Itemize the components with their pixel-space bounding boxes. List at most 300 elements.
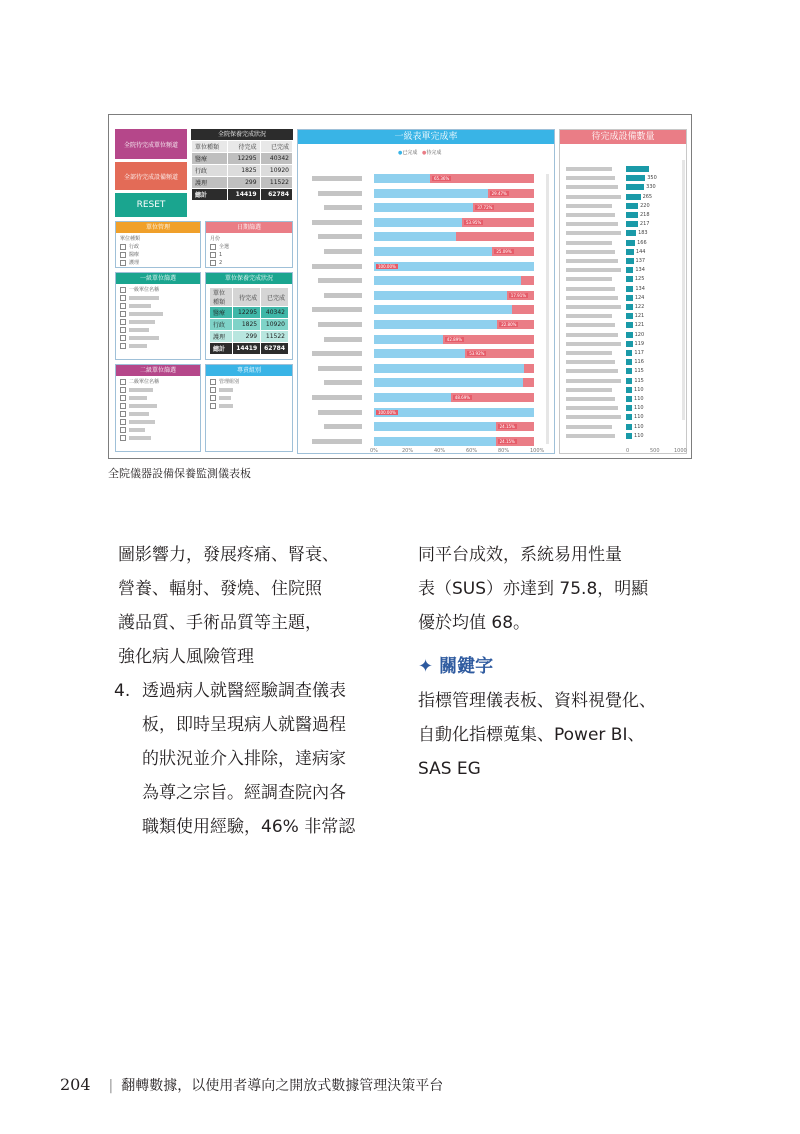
table-cell: 12295 [233, 307, 261, 319]
table-cell: 11522 [260, 177, 292, 189]
bar-done [374, 422, 496, 431]
axis-tick: 60% [466, 448, 478, 454]
table-header-row [210, 288, 289, 307]
pending-label [566, 213, 615, 217]
panel-title: 二級單位篩選 [116, 365, 200, 376]
checkbox-item[interactable]: 1 [210, 251, 288, 259]
bar-value-tag: 48.69% [454, 395, 471, 400]
bar-label [324, 293, 362, 298]
pending-value: 183 [638, 230, 648, 237]
checkbox[interactable] [120, 318, 196, 326]
left-column [114, 538, 390, 844]
table-header-row [192, 141, 293, 153]
pending-bar[interactable] [626, 184, 644, 190]
pending-value: 137 [635, 258, 646, 264]
summary-table [191, 140, 293, 201]
checkbox[interactable] [210, 386, 288, 394]
scrollbar[interactable] [546, 174, 549, 444]
pending-label [566, 204, 612, 208]
checkbox-item[interactable]: 護理 [120, 259, 196, 267]
text-line: 為尊之宗旨。經調查院內各 [142, 783, 346, 803]
pending-bar[interactable] [626, 313, 633, 319]
pending-bar[interactable] [626, 212, 638, 218]
bar-done [374, 320, 497, 329]
level2-subtitle: 二級單位名稱 [120, 378, 196, 386]
checkbox[interactable] [120, 394, 196, 402]
bar-row[interactable] [374, 378, 534, 387]
pending-value: 110 [634, 405, 644, 412]
page-footer [60, 1075, 443, 1095]
table-cell: 行政 [210, 319, 233, 331]
bar-label [324, 337, 362, 342]
bar-row[interactable] [374, 305, 534, 314]
bar-done [374, 408, 534, 417]
pending-value: 220 [640, 202, 650, 209]
table-cell: 10920 [260, 165, 292, 177]
checkbox-item[interactable]: 醫療 [120, 251, 196, 259]
pending-bar[interactable] [626, 368, 632, 374]
bar-done [374, 276, 521, 285]
checkbox[interactable] [210, 394, 288, 402]
panel-body [206, 376, 292, 412]
panel-body [206, 233, 292, 269]
unfinished-devices-button[interactable]: 全部待完成設備頻道 [115, 162, 187, 190]
checkbox[interactable] [210, 402, 288, 410]
bar-label [312, 439, 362, 444]
pending-value: 122 [634, 304, 645, 310]
bar-done [374, 203, 473, 212]
pending-bar[interactable] [626, 341, 633, 347]
bar-label [324, 205, 362, 210]
figure-caption: 全院儀器設備保養監測儀表板 [108, 467, 251, 480]
pending-value: 218 [639, 212, 650, 218]
pending-value: 116 [634, 359, 644, 366]
bar-value-tag: 25.09% [496, 249, 512, 254]
bar-done [374, 174, 430, 183]
panel-body [116, 233, 200, 269]
table-header-cell: 待完成 [233, 288, 261, 307]
text-line: 職類使用經驗，46% 非常認 [142, 817, 356, 837]
pending-value: 110 [634, 386, 644, 393]
reset-button[interactable]: RESET [115, 193, 187, 217]
chart-title: 待完成設備數量 [560, 130, 686, 144]
pending-label [566, 406, 618, 410]
checkbox[interactable] [120, 410, 196, 418]
bar-label [312, 351, 362, 356]
table-header-cell: 單位種類 [210, 288, 233, 307]
panel-title: 單位管理 [116, 222, 200, 233]
unit-mgmt-panel [115, 221, 201, 268]
completion-rate-chart [297, 129, 555, 454]
axis-tick: 80% [498, 448, 510, 454]
table-cell: 62784 [261, 343, 289, 355]
pending-value: 119 [634, 340, 645, 347]
bar-done [374, 262, 534, 271]
checkbox[interactable] [120, 302, 196, 310]
text-line: 圖影響力，發展疼痛、腎衰、 [118, 545, 339, 565]
bar-label [318, 322, 362, 327]
checkbox[interactable] [120, 310, 196, 318]
bar-label [324, 249, 362, 254]
pending-value: 134 [635, 267, 645, 274]
bar-label [318, 234, 362, 239]
pending-bar[interactable] [626, 240, 635, 246]
bar-todo [523, 378, 534, 387]
pending-value: 115 [634, 377, 644, 384]
bar-value-tag: 17.91% [510, 292, 527, 298]
pending-label [566, 268, 621, 272]
checkbox-item[interactable]: 行政 [120, 243, 196, 251]
maint-subtitle: 管理組別 [210, 378, 288, 386]
pending-label [566, 222, 618, 226]
axis-tick: 0 [626, 448, 630, 454]
unfinished-units-button[interactable]: 全院待完成單位頻道 [115, 129, 187, 159]
bar-todo [524, 364, 534, 373]
table-header-cell: 已完成 [261, 288, 289, 307]
bar-row[interactable] [374, 276, 534, 285]
pending-label [566, 397, 615, 401]
bar-done [374, 393, 451, 402]
table-cell: 14419 [228, 189, 260, 201]
legend-done: 已完成 [402, 150, 418, 156]
bar-label [324, 380, 362, 385]
text-line: 表（SUS）亦達到 75.8，明顯 [418, 579, 649, 599]
right-paragraph [418, 538, 708, 640]
bar-done [374, 247, 492, 256]
checkbox[interactable] [120, 418, 196, 426]
table-cell: 299 [233, 331, 261, 343]
pending-bar[interactable] [626, 267, 633, 273]
pending-bar[interactable] [626, 332, 633, 338]
table-header-cell: 已完成 [260, 141, 292, 153]
table-cell: 299 [228, 177, 260, 189]
axis-tick: 20% [402, 448, 414, 454]
bar-label [312, 264, 362, 269]
pending-bar[interactable] [626, 249, 634, 255]
text-line: 營養、輻射、發燒、住院照 [118, 579, 322, 599]
bar-row[interactable] [374, 174, 534, 183]
pending-devices-chart [559, 129, 687, 454]
pending-label [566, 259, 618, 263]
pending-bar[interactable] [626, 258, 634, 264]
pending-value: 166 [637, 239, 647, 246]
checkbox[interactable] [120, 342, 196, 350]
pending-label [566, 185, 618, 189]
bar-row[interactable] [374, 320, 534, 329]
list-number: 4. [114, 681, 131, 701]
pending-label [566, 287, 615, 291]
bar-done [374, 364, 524, 373]
panel-title: 單位保養完成狀況 [206, 273, 292, 284]
pending-bar[interactable] [626, 350, 632, 356]
table-header-cell: 待完成 [228, 141, 260, 153]
pending-value: 350 [647, 175, 657, 182]
pending-label [566, 231, 621, 235]
bar-row[interactable] [374, 408, 534, 417]
pending-label [566, 379, 621, 383]
bar-row[interactable] [374, 335, 534, 344]
pending-bar[interactable] [626, 203, 638, 209]
unit-summary-table [209, 287, 289, 355]
table-row [210, 307, 289, 319]
pending-value: 217 [639, 221, 650, 228]
table-row [192, 165, 293, 177]
checkbox[interactable] [120, 402, 196, 410]
pending-bar[interactable] [626, 276, 633, 282]
bar-label [318, 191, 362, 196]
pending-label [566, 314, 612, 318]
pending-label [566, 176, 615, 180]
keywords-list [418, 684, 708, 786]
bar-todo [456, 232, 534, 241]
table-cell: 護理 [210, 331, 233, 343]
pending-value: 417 [654, 166, 664, 172]
bar-todo [512, 305, 534, 314]
pending-bar[interactable] [626, 166, 649, 172]
pending-label [566, 342, 621, 346]
pending-label [566, 425, 612, 429]
pending-bar[interactable] [626, 322, 633, 328]
keywords-heading [418, 650, 708, 684]
panel-subtitle: 單位種類 [120, 236, 141, 242]
bar-value-tag: 53.92% [469, 351, 485, 357]
checkbox[interactable] [120, 434, 196, 442]
panel-title: 日期篩選 [206, 222, 292, 233]
bar-label [312, 395, 362, 400]
panel-subtitle: 月份 [210, 236, 221, 242]
bar-row[interactable] [374, 232, 534, 241]
bar-row[interactable] [374, 422, 534, 431]
axis-tick: 40% [434, 448, 446, 454]
bar-done [374, 218, 462, 227]
pending-label [566, 277, 612, 281]
legend-todo: 待完成 [426, 150, 442, 156]
footer-separator: | [108, 1078, 114, 1094]
text-line: 強化病人風險管理 [118, 647, 254, 667]
pending-label [566, 195, 621, 199]
bar-label [318, 410, 362, 415]
bar-row[interactable] [374, 393, 534, 402]
table-row [192, 189, 293, 201]
pending-value: 144 [635, 248, 646, 255]
table-cell: 40342 [261, 307, 289, 319]
pending-bar[interactable] [626, 175, 645, 181]
pending-value: 110 [634, 414, 644, 421]
pending-bar[interactable] [626, 396, 632, 402]
bar-done [374, 335, 443, 344]
bar-row[interactable] [374, 349, 534, 358]
pending-bar[interactable] [626, 359, 632, 365]
pending-label [566, 360, 615, 364]
maint-group-panel [205, 364, 293, 452]
bar-value-tag: 24.15% [499, 424, 515, 430]
pending-value: 124 [634, 294, 645, 301]
bar-done [374, 291, 507, 300]
table-cell: 12295 [228, 153, 260, 165]
pending-value: 120 [634, 331, 645, 338]
scrollbar[interactable] [682, 160, 685, 420]
text-line: 的狀況並介入排除，達病家 [142, 749, 346, 769]
bar-value-tag: 100.00% [378, 409, 396, 415]
bar-done [374, 189, 488, 198]
table-cell: 醫療 [210, 307, 233, 319]
axis-tick: 0% [370, 448, 378, 454]
pending-value: 125 [634, 276, 645, 283]
pending-label [566, 167, 612, 171]
pending-label [566, 388, 612, 392]
bar-row[interactable] [374, 262, 534, 271]
text-line: 同平台成效，系統易用性量 [418, 545, 622, 565]
pending-label [566, 305, 621, 309]
bar-done [374, 232, 456, 241]
pending-bar[interactable] [626, 405, 632, 411]
dashboard-screenshot [108, 114, 692, 459]
pending-bar[interactable] [626, 221, 638, 227]
bar-todo [521, 276, 534, 285]
bar-row[interactable] [374, 247, 534, 256]
pending-label [566, 369, 618, 373]
pending-value: 134 [635, 285, 645, 292]
pending-value: 121 [634, 313, 645, 320]
table-cell: 總計 [210, 343, 233, 355]
pending-value: 330 [646, 184, 656, 191]
checkbox[interactable] [120, 426, 196, 434]
bar-value-tag: 22.80% [501, 322, 517, 327]
unit-summary-panel [205, 272, 293, 360]
bar-label [312, 307, 362, 312]
pending-bar[interactable] [626, 295, 633, 301]
checkbox[interactable] [120, 294, 196, 302]
date-panel [205, 221, 293, 268]
table-cell: 醫療 [192, 153, 228, 165]
bar-done [374, 378, 523, 387]
panel-title: 一級單位篩選 [116, 273, 200, 284]
bar-done [374, 305, 512, 314]
bar-done [374, 349, 465, 358]
pending-bar[interactable] [626, 304, 633, 310]
pending-bar[interactable] [626, 433, 632, 439]
bar-value-tag: 65.36% [434, 176, 450, 181]
table-cell: 護理 [192, 177, 228, 189]
bar-label [324, 424, 362, 429]
axis-tick: 1000 [674, 448, 687, 454]
bar-row[interactable] [374, 437, 534, 446]
chart-title: 一級表單完成率 [298, 130, 554, 144]
bars-area [298, 130, 556, 455]
bar-row[interactable] [374, 364, 534, 373]
bar-value-tag: 53.95% [466, 219, 482, 225]
table-cell: 62784 [260, 189, 292, 201]
text-line: 優於均值 68。 [418, 613, 531, 633]
bar-value-tag: 42.89% [446, 336, 463, 342]
bar-value-tag: 100.00% [378, 263, 396, 269]
pending-label [566, 415, 621, 419]
keywords-title: 關鍵字 [439, 656, 494, 677]
bar-value-tag: 37.72% [477, 205, 493, 211]
pending-label [566, 323, 615, 327]
list-item-4 [114, 674, 390, 844]
bar-row[interactable] [374, 218, 534, 227]
table-cell: 40342 [260, 153, 292, 165]
pending-bar[interactable] [626, 414, 632, 420]
pending-label [566, 250, 615, 254]
bar-value-tag: 24.15% [499, 438, 515, 444]
pending-value: 115 [634, 368, 644, 375]
bar-label [312, 176, 362, 181]
table-cell: 1825 [233, 319, 261, 331]
table-header-cell: 單位種類 [192, 141, 228, 153]
pending-label [566, 351, 612, 355]
text-line: 板，即時呈現病人就醫過程 [142, 715, 346, 735]
table-cell: 行政 [192, 165, 228, 177]
axis-tick: 500 [650, 448, 660, 454]
pending-bar[interactable] [626, 230, 636, 236]
pending-value: 110 [634, 396, 644, 402]
table-row [210, 343, 289, 355]
bar-row[interactable] [374, 291, 534, 300]
table-row [210, 319, 289, 331]
text-line: 護品質、手術品質等主題， [118, 613, 322, 633]
bar-value-tag: 29.47% [491, 190, 507, 196]
table-cell: 10920 [261, 319, 289, 331]
pending-label [566, 434, 615, 438]
bar-row[interactable] [374, 189, 534, 198]
book-title: 翻轉數據，以使用者導向之開放式數據管理決策平台 [121, 1078, 444, 1094]
bar-label [312, 220, 362, 225]
pending-bar[interactable] [626, 424, 632, 430]
bar-row[interactable] [374, 203, 534, 212]
table-row [192, 153, 293, 165]
page-number: 204 [60, 1075, 91, 1094]
pending-area [560, 130, 688, 455]
pending-bar[interactable] [626, 286, 633, 292]
checkbox-item[interactable]: 全選 [210, 243, 288, 251]
list-item-text [142, 674, 390, 844]
chart-legend: ●已完成 ●待完成 [398, 150, 442, 156]
level1-panel [115, 272, 201, 360]
table-row [210, 331, 289, 343]
table-row [192, 177, 293, 189]
level1-subtitle: 一級單位名稱 [120, 286, 196, 294]
pending-value: 110 [634, 432, 644, 439]
checkbox[interactable] [120, 334, 196, 342]
text-line: 指標管理儀表板、資料視覺化、 [418, 691, 656, 711]
pending-bar[interactable] [626, 194, 641, 200]
panel-body [116, 284, 200, 352]
pending-value: 110 [634, 423, 644, 430]
text-line: 透過病人就醫經驗調查儀表 [142, 681, 346, 701]
bar-label [318, 366, 362, 371]
table-cell: 11522 [261, 331, 289, 343]
table-cell: 14419 [233, 343, 261, 355]
pending-value: 121 [634, 322, 645, 329]
axis-tick: 100% [530, 448, 545, 454]
left-paragraph [118, 538, 390, 674]
table-cell: 總計 [192, 189, 228, 201]
pending-label [566, 333, 618, 337]
star-icon: ✦ [418, 656, 434, 677]
panel-title: 專責組別 [206, 365, 292, 376]
checkbox-item[interactable]: 2 [210, 259, 288, 267]
bar-done [374, 437, 496, 446]
pending-bar[interactable] [626, 387, 632, 393]
pending-bar[interactable] [626, 378, 632, 384]
checkbox[interactable] [120, 386, 196, 394]
checkbox[interactable] [120, 326, 196, 334]
pending-value: 265 [642, 193, 653, 200]
text-line: 自動化指標蒐集、Power BI、 [418, 725, 645, 745]
right-column [418, 538, 708, 786]
